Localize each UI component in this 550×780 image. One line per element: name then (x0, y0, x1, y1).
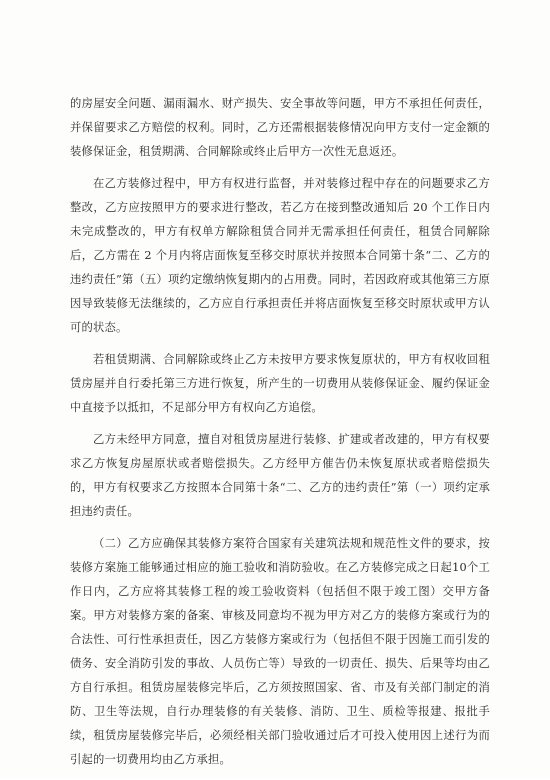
paragraph-1: 的房屋安全问题、漏雨漏水、财产损失、安全事故等问题，甲方不承担任何责任，并保留要求乙方赔偿的权利。同时，乙方还需根据装修情况向甲方支付一定金额的装修保证金，租赁期满、合同解除或终止后甲方一次性无息返还。 (70, 97, 490, 158)
paragraph-5: （二）乙方应确保其装修方案符合国家有关建筑法规和规范性文件的要求，按装修方案施工能够通过相应的施工验收和消防验收。在乙方装修完成之日起10个工作日内，乙方应将其装修工程的竣工验收资料（包括但不限于竣工图）交甲方备案。甲方对装修方案的备案、审核及同意均不视为甲方对乙方的装修方案或行为的合法性、可行性承担责任，因乙方装修方案或行为（包括但不限于因施工而引发的债务、安全消防引发的事故、人员伤亡等）导致的一切责任、损失、后果等均由乙方自行承担。租赁房屋装修完毕后，乙方须按照国家、省、市及有关部门制定的消防、卫生等法规，自行办理装修的有关装修、消防、卫生、质检等报建、报批手续，租赁房屋装修完毕后，必须经相关部门验收通过后才可投入使用因上述行为而引起的一切费用均由乙方承担。 (70, 537, 490, 766)
paragraph-2: 在乙方装修过程中，甲方有权进行监督，并对装修过程中存在的问题要求乙方整改，乙方应按照甲方的要求进行整改，若乙方在接到整改通知后 20 个工作日内未完成整改的，甲方有权单方解除租赁合同并无需承担任何责任，租赁合同解除后，乙方需在 2 个月内将店面恢复至移交时原状并按照本合同第十条“二、乙方的违约责任”第（五）项约定缴纳恢复期内的占用费。同时，若因政府或其他第三方原因导致装修无法继续的，乙方应自行承担责任并将店面恢复至移交时原状或甲方认可的状态。 (70, 177, 490, 334)
paragraph-4: 乙方未经甲方同意，擅自对租赁房屋进行装修、扩建或者改建的，甲方有权要求乙方恢复房屋原状或者赔偿损失。乙方经甲方催告仍未恢复原状或者赔偿损失的，甲方有权要求乙方按照本合同第十条“二、乙方的违约责任”第（一）项约定承担违约责任。 (70, 433, 490, 518)
document-body (70, 92, 490, 780)
paragraph-3: 若租赁期满、合同解除或终止乙方未按甲方要求恢复原状的，甲方有权收回租赁房屋并自行委托第三方进行恢复，所产生的一切费用从装修保证金、履约保证金中直接予以抵扣，不足部分甲方有权向乙方追偿。 (70, 353, 490, 414)
